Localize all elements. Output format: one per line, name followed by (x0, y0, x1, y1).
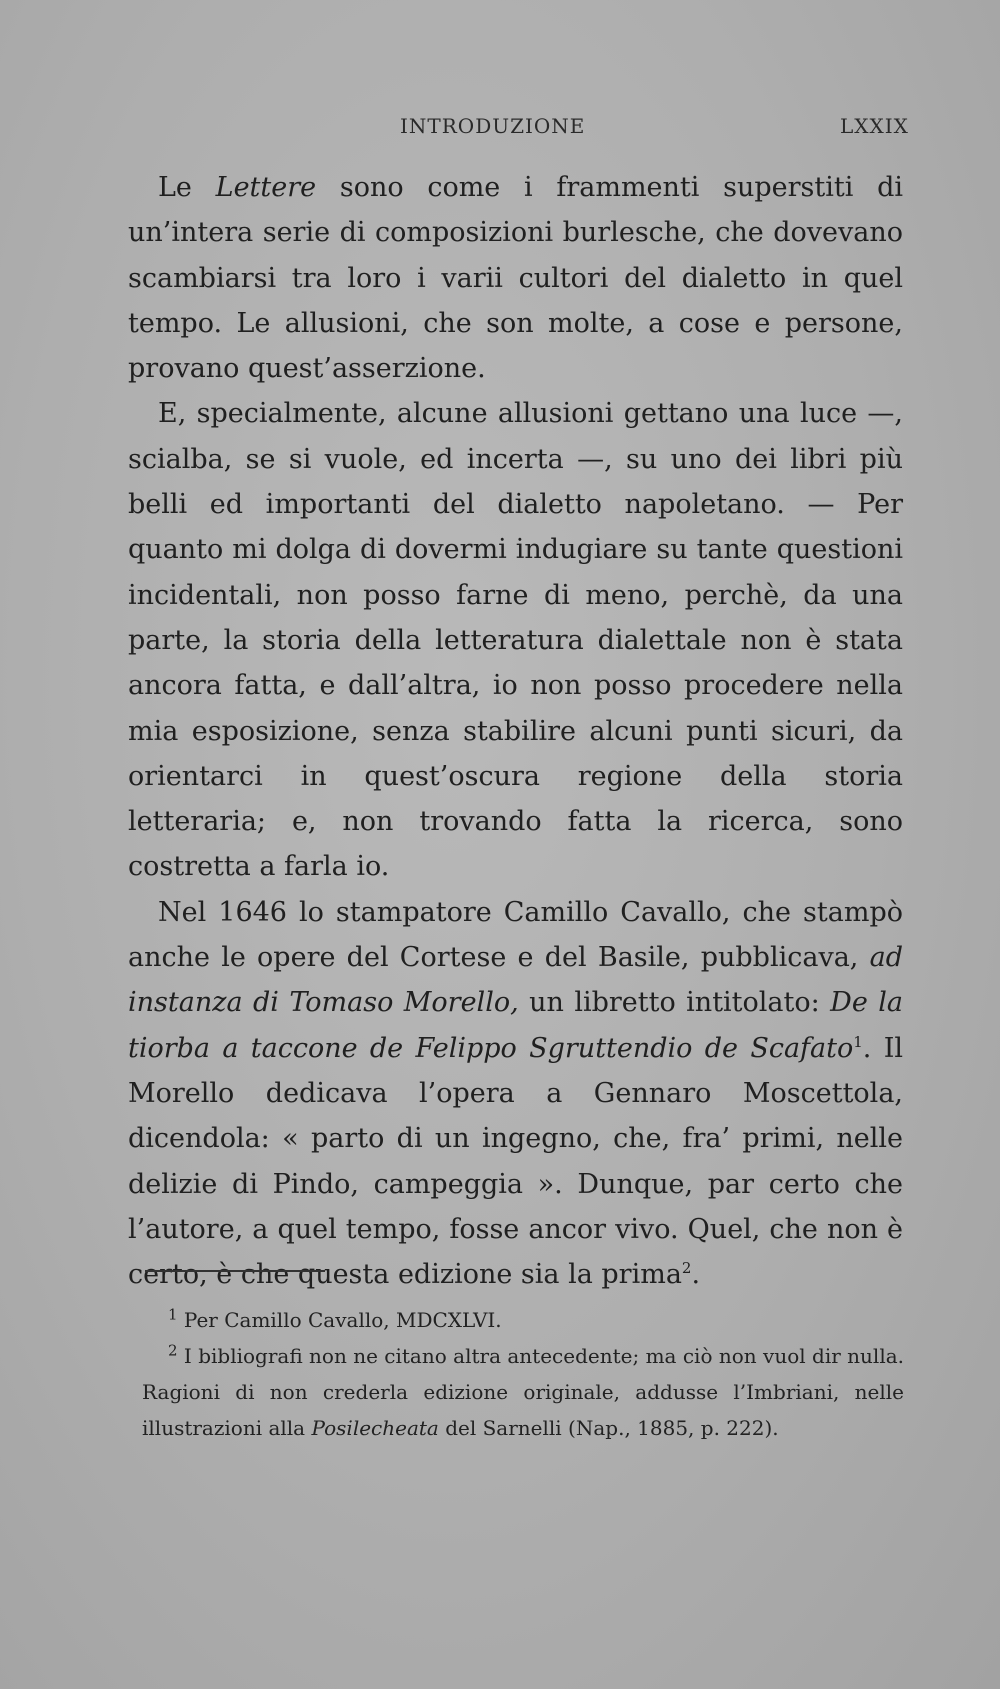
paragraph-1-text-b: sono come i frammenti superstiti di un’intera serie di composizioni burlesche, che dovevano scambiarsi tra loro i varii cultori del dialetto in quel tempo. Le allusioni, che son molte, a cose e persone, provano quest’asserzione. (128, 172, 904, 385)
paragraph-1-text-a: Le (158, 172, 216, 203)
paragraph-3-text-d: . (691, 1259, 701, 1291)
footnote-rule (145, 1270, 325, 1272)
footnote-1-text: Per Camillo Cavallo, MDCXLVI. (177, 1308, 502, 1332)
footnote-2-italic: Posilecheata (311, 1416, 439, 1440)
footnote-2 (142, 1338, 904, 1446)
page-number: LXXIX (840, 114, 909, 138)
paragraph-2-text: E, specialmente, alcune allusioni gettano una luce —, scialba, se si vuole, ed incerta —, su uno dei libri più belli ed importanti del dialetto napoletano. — Per quanto mi dolga di dovermi indugiare su tante questioni incidentali, non posso farne di meno, perchè, da una parte, la storia della letteratura dialettale non è stata ancora fatta, e dall’altra, io non posso procedere nella mia esposizione, senza stabilire alcuni punti sicuri, da orientarci in quest’oscura regione della storia letteraria; e, non trovando fatta la ricerca, sono costretta a farla io. (128, 398, 903, 883)
footnote-2-text-a: I bibliografi non ne citano altra antecedente; ma ciò non vuol dir nulla. Ragioni di non crederla edizione originale, addusse l’Imbriani, nelle illustrazioni alla (142, 1344, 904, 1440)
footnotes (142, 1302, 904, 1446)
footnote-1-number: 1 (168, 1305, 178, 1324)
main-text (128, 165, 903, 1297)
paragraph-3-text-b: un libretto intitolato: (518, 987, 831, 1019)
footnote-2-number: 2 (168, 1341, 178, 1360)
footnote-ref-2: 2 (681, 1259, 692, 1278)
footnote-2-text-b: del Sarnelli (Nap., 1885, p. 222). (438, 1416, 779, 1440)
footnote-1 (142, 1302, 904, 1338)
paragraph-3 (128, 890, 903, 1298)
paragraph-1-italic: Lettere (215, 172, 317, 203)
page-header (0, 110, 1000, 140)
paragraph-3-text-a: Nel 1646 lo stampatore Camillo Cavallo, che stampò anche le opere del Cortese e del Basile, pubblicava, (128, 896, 903, 974)
paragraph-1 (128, 165, 903, 391)
paragraph-2 (128, 391, 903, 889)
paragraph-3-text-c: . Il Morello dedicava l’opera a Gennaro Moscettola, dicendola: « parto di un ingegno, che, fra’ primi, nelle delizie di Pindo, campeggia ». Dunque, par certo che l’autore, a quel tempo, fosse ancor vivo. Quel, che non è certo, è che questa edizione sia la prima (128, 1032, 903, 1291)
paragraph-3-italic-1: ad instanza di Tomaso Morello, (128, 942, 903, 1019)
footnote-ref-1: 1 (853, 1032, 863, 1051)
paragraph-3-italic-title: De la tiorba a taccone de Felippo Sgruttendio de Scafato (128, 987, 903, 1064)
running-title: INTRODUZIONE (400, 114, 586, 138)
